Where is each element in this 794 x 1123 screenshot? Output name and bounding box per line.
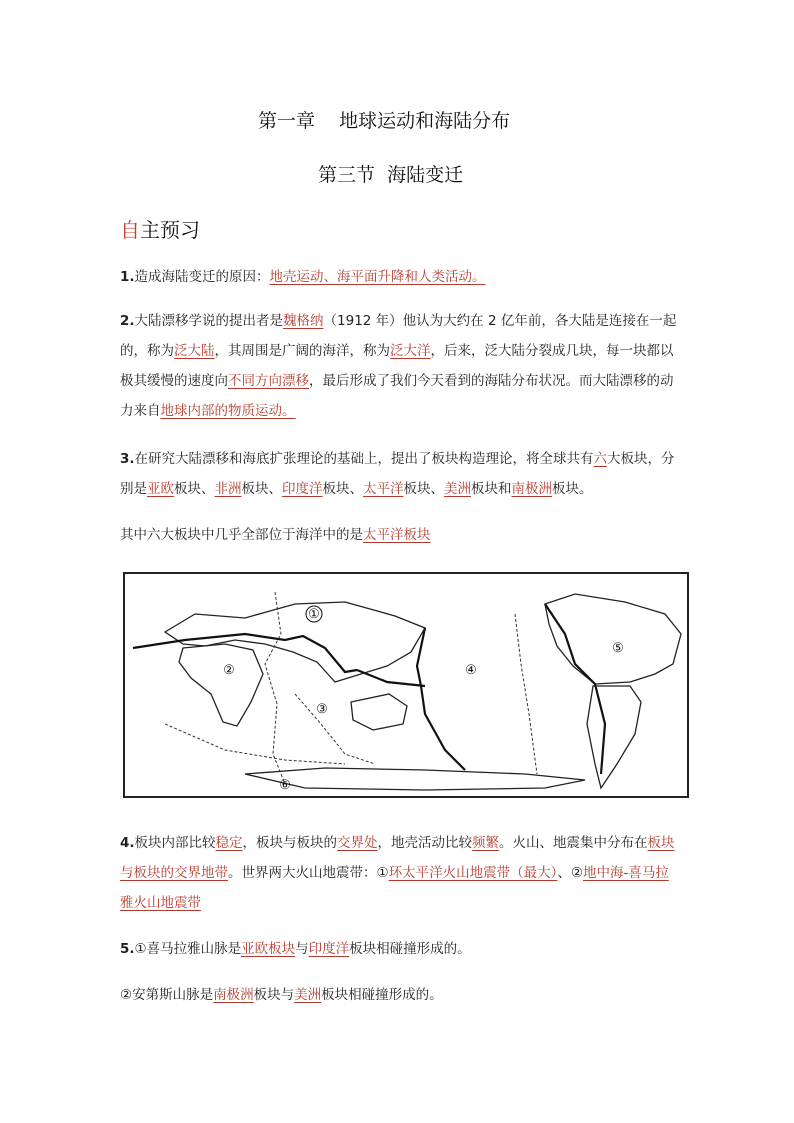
q2-answer-1: 魏格纳 [283, 313, 324, 329]
q5-number: 5. [120, 941, 135, 957]
q2-text-3: ，其周围是广阔的海洋，称为 [214, 343, 390, 359]
q4-text-2: ，板块与板块的 [242, 835, 338, 851]
q2-text-1: 大陆漂移学说的提出者是 [134, 313, 284, 329]
q5b-text-3: 板块相碰撞形成的。 [321, 987, 443, 1003]
question-2 [120, 306, 680, 426]
q4-text-1: 板块内部比较 [134, 835, 216, 851]
mid-atlantic-ridge [265, 592, 285, 784]
q3-text-1: 在研究大陆漂移和海底扩张理论的基础上，提出了板块构造理论，将全球共有 [134, 451, 594, 467]
q5-answer-2: 印度洋 [308, 941, 350, 957]
q4-answer-2: 交界处 [337, 835, 378, 851]
africa-outline [179, 644, 263, 726]
heading-first-char: 自 [120, 218, 140, 242]
north-america-outline [545, 594, 681, 684]
pacific-west-boundary [417, 628, 465, 770]
q1-answer: 地壳运动、海平面升降和人类活动。 [269, 269, 486, 285]
convergent-boundary-north [133, 634, 357, 672]
q3-answer-5: 太平洋 [363, 481, 404, 497]
south-america-outline [587, 686, 641, 788]
plate-label-5: ⑤ [612, 641, 624, 656]
plate-map-figure [123, 572, 689, 798]
q3-text-2: 大板块，分别是 [120, 451, 675, 497]
self-study-heading [120, 214, 200, 243]
q5-answer-1: 亚欧板块 [241, 941, 296, 957]
indian-ridge [295, 694, 375, 764]
q3-text-4: 板块、 [241, 481, 282, 497]
q4-text-6: 、② [557, 865, 583, 881]
q2-text-2: （1912 年）他认为大约在 2 亿年前，各大陆是连接在一起的，称为 [120, 313, 677, 359]
q2-number: 2. [120, 313, 135, 329]
question-4 [120, 828, 680, 918]
q3-answer-7: 南极洲 [511, 481, 552, 497]
q2-answer-4: 不同方向漂移 [228, 373, 309, 389]
eurasia-outline [165, 602, 425, 682]
plate-label-3: ③ [316, 702, 328, 717]
q3-answer-3: 非洲 [214, 481, 242, 497]
continent-outlines [165, 594, 681, 790]
q4-answer-3: 频繁 [472, 835, 500, 851]
chapter-title: 第一章 地球运动和海陆分布 [258, 110, 511, 132]
q3-text-8: 板块。 [552, 481, 593, 497]
question-3-followup [120, 520, 680, 550]
q4-answer-5: 环太平洋火山地震带（最大） [388, 865, 558, 881]
q4-answer-4: 板块与板块的交界地带 [120, 835, 675, 881]
q3b-answer: 太平洋板块 [363, 527, 431, 543]
q4-answer-1: 稳定 [215, 835, 243, 851]
q5-text-2: 与 [295, 941, 309, 957]
q3b-text: 其中六大板块中几乎全部位于海洋中的是 [120, 527, 363, 543]
q2-text-4: ，后来，泛大陆分裂成几块，每一块都以极其缓慢的速度向 [120, 343, 674, 389]
pacific-east-boundary [545, 604, 605, 774]
question-5b [120, 980, 680, 1010]
section-title: 第三节 海陆变迁 [318, 164, 464, 186]
plate-label-6: ⑥ [279, 778, 291, 793]
q3-text-7: 板块和 [471, 481, 512, 497]
q2-answer-3: 泛大洋 [390, 343, 431, 359]
q2-answer-2: 泛大陆 [174, 343, 215, 359]
q2-text-5: ，最后形成了我们今天看到的海陆分布状况。而大陆漂移的动力来自 [120, 373, 674, 419]
q3-answer-4: 印度洋 [282, 481, 323, 497]
q3-text-3: 板块、 [174, 481, 215, 497]
q4-text-4: 。火山、地震集中分布在 [499, 835, 648, 851]
q2-answer-5: 地球内部的物质运动。 [160, 403, 296, 419]
ridge-lines [165, 592, 537, 784]
east-pacific-ridge [515, 614, 537, 774]
q4-text-5: 。世界两大火山地震带：① [228, 865, 389, 881]
australia-outline [351, 694, 407, 730]
question-3 [120, 444, 680, 504]
southern-ridge [165, 724, 345, 764]
q4-text-3: ，地壳活动比较 [377, 835, 473, 851]
q5-text-1: ①喜马拉雅山脉是 [134, 941, 242, 957]
question-5 [120, 934, 680, 964]
antarctica-outline [245, 768, 585, 790]
q3-answer-1: 六 [593, 451, 608, 467]
q4-number: 4. [120, 835, 135, 851]
plate-map [125, 574, 687, 796]
q5b-text-2: 板块与 [253, 987, 295, 1003]
q1-text: 造成海陆变迁的原因： [134, 269, 270, 285]
q5b-answer-1: 南极洲 [213, 987, 254, 1003]
q3-answer-6: 美洲 [444, 481, 471, 497]
q3-number: 3. [120, 451, 135, 467]
q5b-answer-2: 美洲 [294, 987, 322, 1003]
q3-text-5: 板块、 [322, 481, 363, 497]
q5b-text-1: ②安第斯山脉是 [120, 987, 214, 1003]
plate-label-4: ④ [465, 663, 477, 678]
q4-answer-6: 地中海-喜马拉雅火山地震带 [120, 865, 669, 911]
question-1 [120, 262, 680, 292]
q3-text-6: 板块、 [403, 481, 444, 497]
plate-label-1: ① [308, 607, 320, 622]
q5-text-3: 板块相碰撞形成的。 [349, 941, 471, 957]
q3-answer-2: 亚欧 [147, 481, 174, 497]
heading-rest: 主预习 [140, 218, 200, 242]
plate-label-2: ② [223, 663, 235, 678]
q1-number: 1. [120, 269, 135, 285]
